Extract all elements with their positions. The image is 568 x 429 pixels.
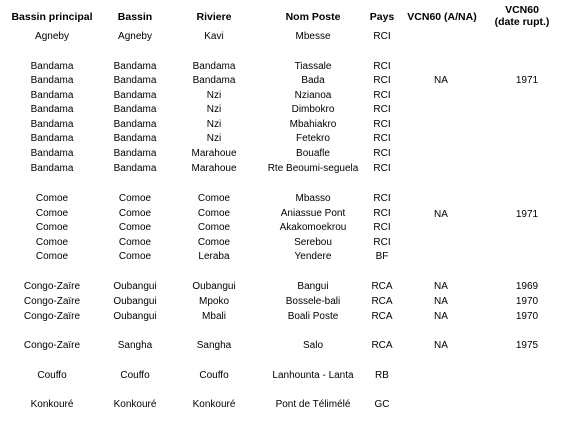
cell-riviere: Marahoue — [191, 148, 237, 159]
cell-riviere: Mbali — [202, 311, 226, 322]
header-vcn60-status: VCN60 (A/NA) — [407, 11, 477, 23]
cell-vcn60-status: NA — [434, 340, 448, 351]
group-vcn60-date: 1971 — [515, 75, 539, 86]
cell-pays: RCA — [371, 281, 393, 292]
cell-pays: RCA — [371, 340, 393, 351]
cell-riviere: Comoe — [197, 193, 231, 204]
cell-bassin: Comoe — [118, 222, 152, 233]
cell-bassin: Oubangui — [113, 296, 157, 307]
cell-vcn60-date: 1975 — [515, 340, 539, 351]
cell-nom-poste: Pont de Télimélé — [275, 399, 351, 410]
header-vcn60-date: VCN60 (date rupt.) — [494, 4, 550, 28]
cell-nom-poste: Serebou — [294, 237, 332, 248]
cell-nom-poste: Fetekro — [296, 133, 330, 144]
cell-bassin: Bandama — [113, 119, 157, 130]
cell-riviere: Couffo — [199, 370, 229, 381]
cell-riviere: Mpoko — [198, 296, 229, 307]
cell-nom-poste: Aniassue Pont — [280, 208, 346, 219]
cell-riviere: Bandama — [192, 75, 236, 86]
cell-bassin: Agneby — [118, 31, 152, 42]
cell-riviere: Nzi — [206, 133, 222, 144]
cell-bassin: Sangha — [117, 340, 153, 351]
cell-nom-poste: Yendere — [294, 251, 332, 262]
group-vcn60-date: 1971 — [515, 209, 539, 220]
cell-bassin: Oubangui — [113, 311, 157, 322]
cell-bassin: Bandama — [113, 75, 157, 86]
cell-nom-poste: Akakomoekrou — [279, 222, 347, 233]
cell-riviere: Nzi — [206, 119, 222, 130]
cell-pays: BF — [375, 251, 389, 262]
cell-bassin: Konkouré — [113, 399, 157, 410]
cell-riviere: Bandama — [192, 61, 236, 72]
cell-bassin-principal: Bandama — [30, 148, 74, 159]
cell-nom-poste: Mbasso — [295, 193, 331, 204]
cell-bassin-principal: Couffo — [37, 370, 67, 381]
group-vcn60-status: NA — [434, 209, 448, 220]
cell-pays: RCI — [373, 61, 391, 72]
cell-pays: RCI — [373, 31, 391, 42]
cell-bassin: Bandama — [113, 90, 157, 101]
cell-riviere: Kavi — [204, 31, 224, 42]
cell-pays: RCI — [373, 75, 391, 86]
cell-riviere: Sangha — [196, 340, 232, 351]
cell-bassin: Comoe — [118, 208, 152, 219]
cell-bassin-principal: Comoe — [35, 193, 69, 204]
cell-riviere: Comoe — [197, 222, 231, 233]
cell-pays: RCA — [371, 296, 393, 307]
cell-bassin-principal: Congo-Zaïre — [23, 311, 81, 322]
cell-pays: GC — [374, 399, 390, 410]
cell-riviere: Oubangui — [192, 281, 236, 292]
header-bassin-principal: Bassin principal — [11, 11, 93, 23]
cell-riviere: Nzi — [206, 104, 222, 115]
cell-bassin-principal: Bandama — [30, 133, 74, 144]
cell-bassin: Comoe — [118, 251, 152, 262]
cell-bassin-principal: Bandama — [30, 104, 74, 115]
cell-riviere: Konkouré — [192, 399, 236, 410]
cell-bassin-principal: Comoe — [35, 237, 69, 248]
cell-bassin-principal: Congo-Zaïre — [23, 281, 81, 292]
cell-bassin-principal: Bandama — [30, 75, 74, 86]
cell-nom-poste: Lanhounta - Lanta — [272, 370, 354, 381]
cell-bassin-principal: Agneby — [35, 31, 69, 42]
cell-riviere: Marahoue — [191, 163, 237, 174]
cell-pays: RCI — [373, 148, 391, 159]
cell-riviere: Comoe — [197, 208, 231, 219]
cell-bassin: Comoe — [118, 193, 152, 204]
cell-pays: RCI — [373, 208, 391, 219]
cell-nom-poste: Bada — [301, 75, 325, 86]
cell-pays: RCI — [373, 119, 391, 130]
cell-vcn60-date: 1969 — [515, 281, 539, 292]
cell-bassin-principal: Comoe — [35, 222, 69, 233]
header-nom-poste: Nom Poste — [285, 11, 341, 23]
cell-bassin: Bandama — [113, 163, 157, 174]
cell-bassin: Bandama — [113, 104, 157, 115]
cell-bassin-principal: Bandama — [30, 163, 74, 174]
cell-bassin: Bandama — [113, 133, 157, 144]
cell-pays: RB — [375, 370, 389, 381]
cell-bassin-principal: Congo-Zaïre — [23, 296, 81, 307]
cell-vcn60-status: NA — [434, 296, 448, 307]
cell-bassin: Bandama — [113, 61, 157, 72]
cell-bassin-principal: Comoe — [35, 251, 69, 262]
header-riviere: Riviere — [196, 11, 232, 23]
cell-nom-poste: Mbesse — [295, 31, 331, 42]
group-vcn60-status: NA — [434, 75, 448, 86]
cell-vcn60-date: 1970 — [515, 296, 539, 307]
cell-nom-poste: Dimbokro — [291, 104, 335, 115]
cell-vcn60-status: NA — [434, 281, 448, 292]
cell-riviere: Comoe — [197, 237, 231, 248]
header-bassin: Bassin — [117, 11, 153, 23]
cell-pays: RCI — [373, 90, 391, 101]
cell-pays: RCI — [373, 133, 391, 144]
cell-pays: RCA — [371, 311, 393, 322]
cell-pays: RCI — [373, 222, 391, 233]
cell-bassin: Couffo — [120, 370, 150, 381]
cell-bassin-principal: Comoe — [35, 208, 69, 219]
cell-nom-poste: Mbahiakro — [289, 119, 337, 130]
cell-pays: RCI — [373, 237, 391, 248]
cell-bassin-principal: Congo-Zaïre — [23, 340, 81, 351]
cell-nom-poste: Bouafle — [296, 148, 330, 159]
cell-bassin-principal: Bandama — [30, 90, 74, 101]
cell-nom-poste: Tiassale — [294, 61, 332, 72]
cell-bassin: Bandama — [113, 148, 157, 159]
cell-nom-poste: Nzianoa — [294, 90, 332, 101]
cell-riviere: Leraba — [198, 251, 230, 262]
header-pays: Pays — [369, 11, 395, 23]
cell-nom-poste: Bangui — [297, 281, 329, 292]
cell-bassin: Oubangui — [113, 281, 157, 292]
cell-nom-poste: Bossele-bali — [285, 296, 341, 307]
cell-nom-poste: Rte Beoumi-seguela — [267, 163, 359, 174]
cell-vcn60-status: NA — [434, 311, 448, 322]
cell-nom-poste: Boali Poste — [287, 311, 339, 322]
cell-bassin-principal: Bandama — [30, 119, 74, 130]
cell-pays: RCI — [373, 193, 391, 204]
cell-bassin: Comoe — [118, 237, 152, 248]
cell-bassin-principal: Konkouré — [30, 399, 74, 410]
cell-pays: RCI — [373, 163, 391, 174]
cell-vcn60-date: 1970 — [515, 311, 539, 322]
cell-riviere: Nzi — [206, 90, 222, 101]
cell-bassin-principal: Bandama — [30, 61, 74, 72]
cell-pays: RCI — [373, 104, 391, 115]
cell-nom-poste: Salo — [302, 340, 323, 351]
